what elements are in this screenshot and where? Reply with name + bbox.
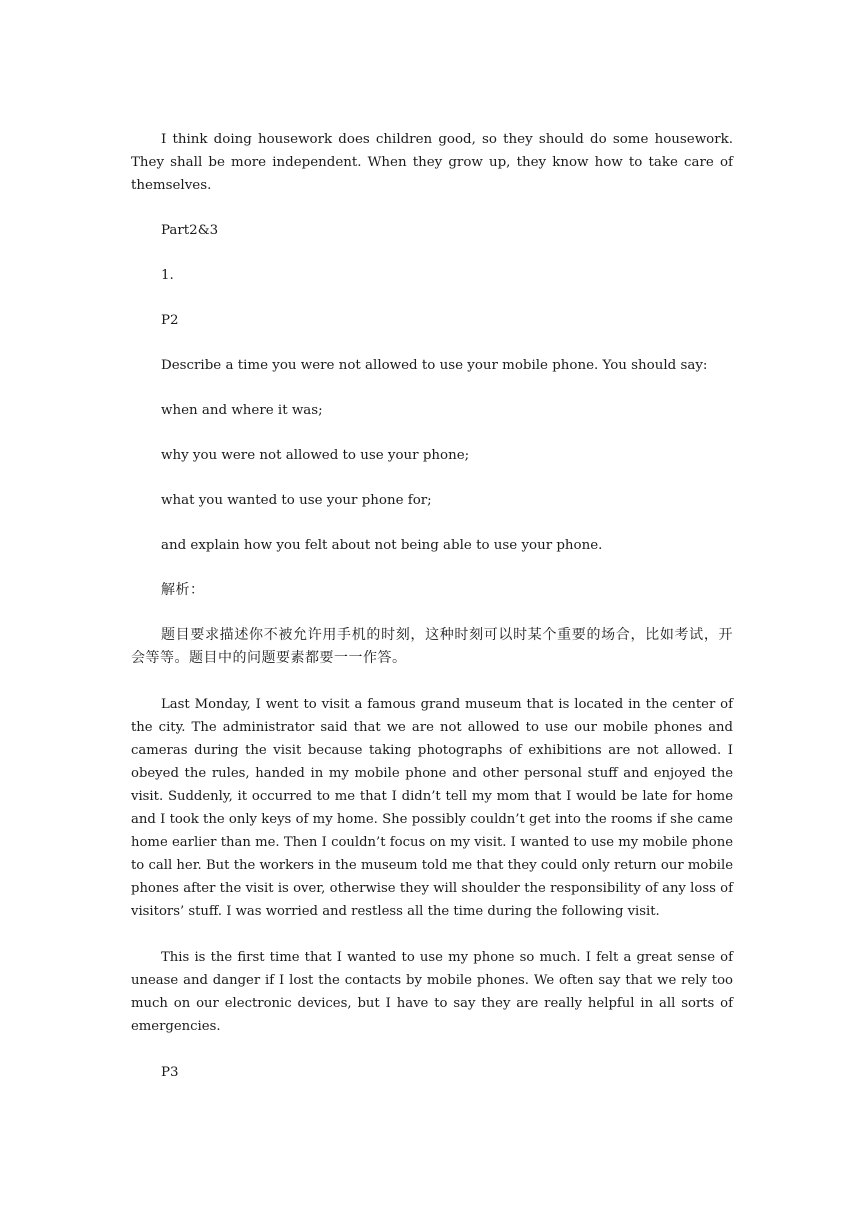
sample-answer-paragraph-2: This is the first time that I wanted to use my phone so much. I felt a great sense of unease and danger if I lost the contacts by mobile phones. We often say that we rely too much on our electronic devices, but I have to say they are really helpful in all sorts of emergencies. — [131, 950, 733, 1034]
cue-point-explain: and explain how you felt about not being able to use your phone. — [161, 538, 603, 553]
sample-answer-paragraph-1: Last Monday, I went to visit a famous grand museum that is located in the center of the city. The administrator said that we are not allowed to use our mobile phones and cameras during the visit because taking photographs of exhibitions are not allowed. I obeyed the rules, handed in my mobile phone and other personal stuff and enjoyed the visit. Suddenly, it occurred to me that I didn’t tell my mom that I would be late for home and I took the only keys of my home. She possibly couldn’t get into the rooms if she came home earlier than me. Then I couldn’t focus on my visit. I wanted to use my mobile phone to call her. But the workers in the museum told me that they could only return our mobile phones after the visit is over, otherwise they will shoulder the responsibility of any loss of visitors’ stuff. I was worried and restless all the time during the following visit. — [131, 697, 733, 919]
part-label-p3: P3 — [161, 1065, 179, 1080]
cue-point-when-where: when and where it was; — [161, 403, 323, 418]
cue-point-what-for: what you wanted to use your phone for; — [161, 493, 432, 508]
paragraph-housework: I think doing housework does children good, so they should do some housework. They shall be more independent. When they grow up, they know how to take care of themselves. — [131, 132, 733, 193]
cue-card-prompt: Describe a time you were not allowed to use your mobile phone. You should say: — [161, 358, 708, 373]
part-label-p2: P2 — [161, 313, 179, 328]
cue-point-why: why you were not allowed to use your phone; — [161, 448, 470, 463]
document-body — [131, 128, 733, 1084]
item-number: 1. — [161, 268, 174, 283]
analysis-text: 题目要求描述你不被允许用手机的时刻，这种时刻可以时某个重要的场合，比如考试，开会等等。题目中的问题要素都要一一作答。 — [131, 627, 733, 666]
section-heading-part2-3: Part2&3 — [161, 223, 219, 238]
analysis-heading: 解析： — [161, 582, 205, 598]
